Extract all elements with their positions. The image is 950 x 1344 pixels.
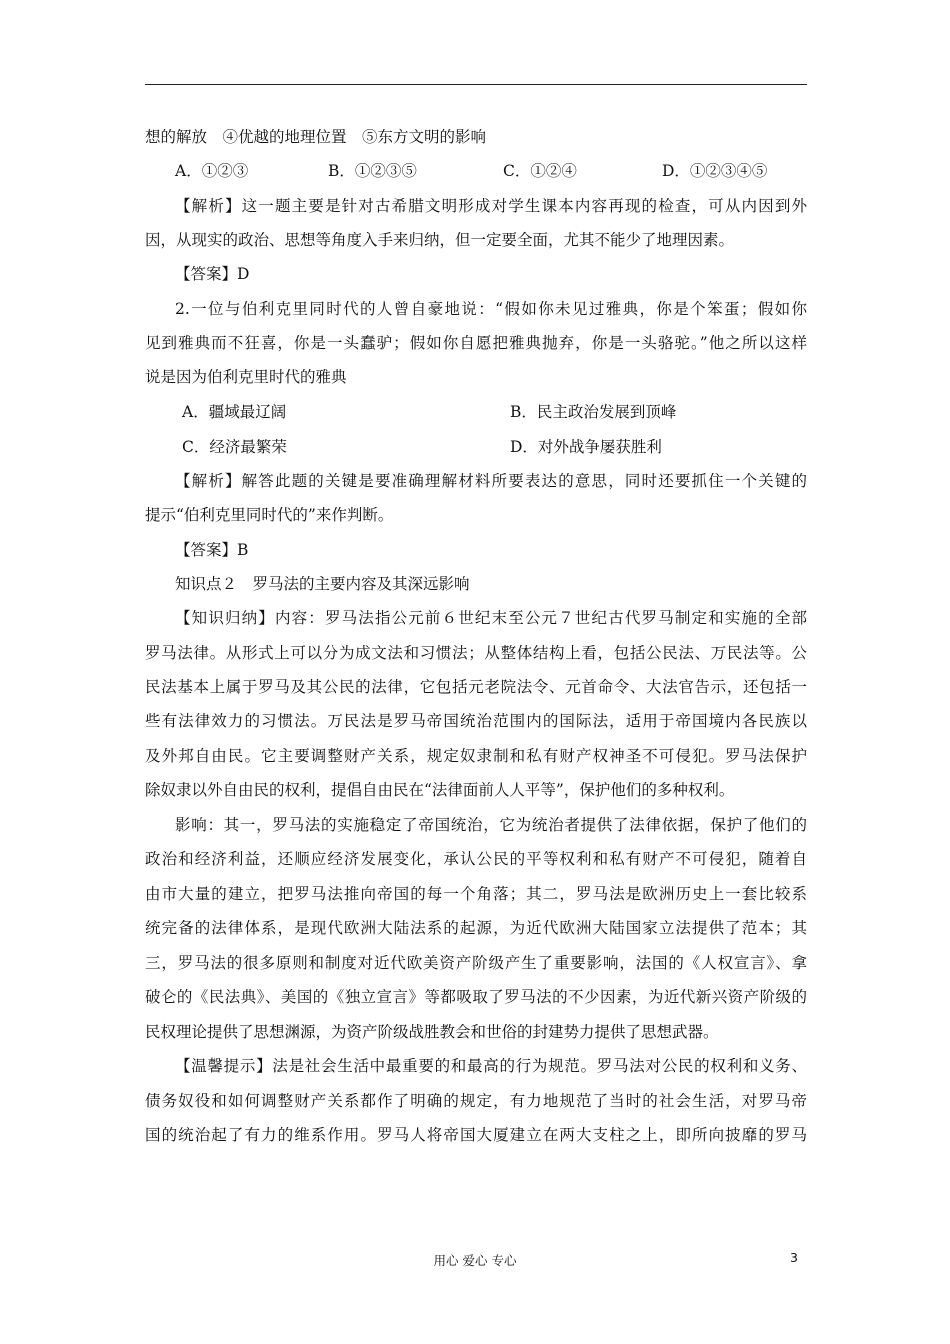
q1-option-c: C．①②④ [503,162,577,180]
q1-stem-continuation: 想的解放 ④优越的地理位置 ⑤东方文明的影响 [145,128,487,146]
header-rule [145,84,807,85]
q1-option-a: A．①②③ [175,162,249,180]
tip-line: 【温馨提示】法是社会生活中最重要的和最高的行为规范。罗马法对公民的权利和义务、 [175,1057,807,1075]
q1-analysis-line: 【解析】这一题主要是针对古希腊文明形成对学生课本内容再现的检查，可从内因到外 [175,197,807,215]
section-title: 知识点２ 罗马法的主要内容及其深远影响 [175,575,470,593]
q1-answer: 【答案】D [175,265,250,283]
influence-line: 三，罗马法的很多原则和制度对近代欧美资产阶级产生了重要影响，法国的《人权宣言》、拿 [145,954,807,972]
q2-option-d: D．对外战争屡获胜利 [510,438,662,456]
summary-line: 些有法律效力的习惯法。万民法是罗马帝国统治范围内的国际法，适用于帝国境内各民族以 [145,712,807,730]
influence-line: 影响：其一，罗马法的实施稳定了帝国统治，它为统治者提供了法律依据，保护了他们的 [175,816,807,834]
q1-option-b: B．①②③⑤ [328,162,417,180]
q1-option-d: D．①②③④⑤ [662,162,768,180]
tip-line: 国的统治起了有力的维系作用。罗马人将帝国大厦建立在两大支柱之上，即所向披靡的罗马 [145,1126,807,1144]
influence-line: 统完备的法律体系，是现代欧洲大陆法系的起源，为近代欧洲大陆国家立法提供了范本；其 [145,919,807,937]
summary-line: 罗马法律。从形式上可以分为成文法和习惯法；从整体结构上看，包括公民法、万民法等。公 [145,644,807,662]
q2-stem-line: 见到雅典而不狂喜，你是一头蠢驴；假如你自愿把雅典抛弃，你是一头骆驼。”他之所以这样 [145,334,807,352]
summary-line: 【知识归纳】内容：罗马法指公元前６世纪末至公元７世纪古代罗马制定和实施的全部 [175,609,807,627]
q2-option-b: B．民主政治发展到顶峰 [510,403,677,421]
footer-text: 用心 爱心 专心 [433,1253,517,1268]
q2-option-c: C．经济最繁荣 [182,438,287,456]
page-number: 3 [790,1250,798,1265]
q2-stem-line: 说是因为伯利克里时代的雅典 [145,368,347,386]
q2-answer: 【答案】B [175,541,249,559]
q2-stem-line: 2.一位与伯利克里同时代的人曾自豪地说：“假如你未见过雅典，你是个笨蛋；假如你 [175,300,807,318]
summary-line: 及外邦自由民。它主要调整财产关系，规定奴隶制和私有财产权神圣不可侵犯。罗马法保护 [145,747,807,765]
q2-option-a: A．疆域最辽阔 [182,403,287,421]
tip-line: 债务奴役和如何调整财产关系都作了明确的规定，有力地规范了当时的社会生活，对罗马帝 [145,1092,807,1110]
q2-analysis-line: 【解析】解答此题的关键是要准确理解材料所要表达的意思，同时还要抓住一个关键的 [175,472,807,490]
influence-line: 破仑的《民法典》、美国的《独立宣言》等都吸取了罗马法的不少因素，为近代新兴资产阶级的 [145,988,807,1006]
q1-analysis-line: 因，从现实的政治、思想等角度入手来归纳，但一定要全面，尤其不能少了地理因素。 [145,231,735,249]
q2-analysis-line: 提示“伯利克里同时代的”来作判断。 [145,506,394,524]
influence-line: 民权理论提供了思想渊源，为资产阶级战胜教会和世俗的封建势力提供了思想武器。 [145,1023,719,1041]
summary-line: 民法基本上属于罗马及其公民的法律，它包括元老院法令、元首命令、大法官告示，还包括一 [145,678,807,696]
summary-line: 除奴隶以外自由民的权利，提倡自由民在“法律面前人人平等”，保护他们的多种权利。 [145,781,735,799]
influence-line: 由市大量的建立，把罗马法推向帝国的每一个角落；其二，罗马法是欧洲历史上一套比较系 [145,885,807,903]
influence-line: 政治和经济利益，还顺应经济发展变化，承认公民的平等权利和私有财产不可侵犯，随着自 [145,850,807,868]
